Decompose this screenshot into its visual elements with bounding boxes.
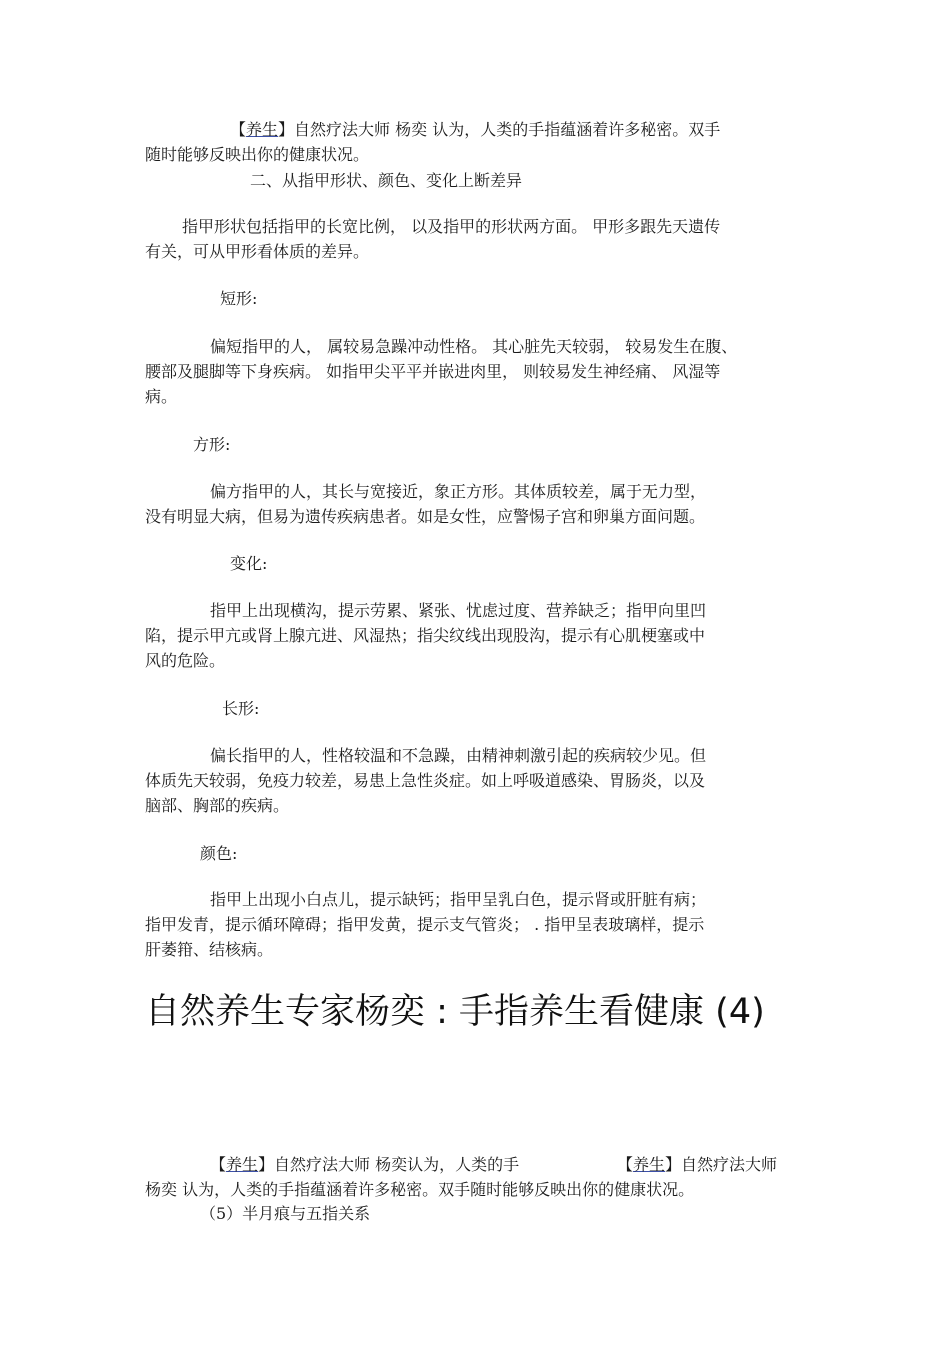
paragraph-line: 指甲上出现小白点儿，提示缺钙；指甲呈乳白色，提示肾或肝脏有病；	[210, 890, 707, 909]
intro-line-2: 随时能够反映出你的健康状况。	[145, 145, 370, 164]
article-title: 自然养生专家杨奕 : 手指养生看健康 (4)	[145, 992, 765, 1032]
paragraph-line: 指甲形状包括指甲的长宽比例， 以及指甲的形状两方面。 甲形多跟先天遗传	[182, 217, 721, 236]
paragraph-line: 陷，提示甲亢或肾上腺亢进、风湿热；指尖纹线出现股沟，提示有心肌梗塞或中	[145, 626, 706, 645]
item-heading-change: 变化:	[230, 554, 268, 573]
paragraph-line: 体质先天较弱，免疫力较差，易患上急性炎症。如上呼吸道感染、胃肠炎，以及	[145, 771, 706, 790]
paragraph-line: 指甲上出现横沟，提示劳累、紧张、忧虑过度、营养缺乏；指甲向里凹	[210, 601, 707, 620]
paragraph-line: 病。	[145, 387, 178, 406]
intro-bracket-open: 【	[230, 120, 247, 139]
summary-bracket-open: 【	[210, 1155, 227, 1174]
summary-text: 自然疗法大师	[681, 1155, 778, 1174]
paragraph-line: 肝萎箝、结核病。	[145, 940, 274, 959]
intro-bracket-close: 】	[278, 120, 295, 139]
summary-bracket-close: 】	[258, 1155, 275, 1174]
paragraph-line: 腰部及腿脚等下身疾病。 如指甲尖平平并嵌进肉里， 则较易发生神经痛、 风湿等	[145, 362, 721, 381]
paragraph-line: 指甲发青，提示循环障碍；指甲发黄，提示支气管炎； . 指甲呈表玻璃样，提示	[145, 915, 705, 934]
summary-bracket-close: 】	[665, 1155, 682, 1174]
summary-line-2: 杨奕 认为，人类的手指蕴涵着许多秘密。双手随时能够反映出你的健康状况。	[145, 1180, 695, 1199]
subsection-heading: （5）半月痕与五指关系	[200, 1204, 371, 1223]
paragraph-line: 偏短指甲的人， 属较易急躁冲动性格。 其心脏先天较弱， 较易发生在腹、	[210, 337, 738, 356]
paragraph-line: 偏长指甲的人，性格较温和不急躁，由精神刺激引起的疾病较少见。但	[210, 746, 707, 765]
paragraph-line: 脑部、胸部的疾病。	[145, 796, 290, 815]
summary-line-1	[210, 1154, 519, 1176]
paragraph-line: 没有明显大病，但易为遗传疾病患者。如是女性，应警惕子宫和卵巢方面问题。	[145, 507, 706, 526]
yangsheng-link[interactable]: 养生	[633, 1155, 666, 1174]
paragraph-line: 偏方指甲的人，其长与宽接近，象正方形。其体质较差，属于无力型，	[210, 482, 707, 501]
intro-line-1	[230, 119, 720, 141]
item-heading-short: 短形:	[220, 289, 258, 308]
item-heading-long: 长形:	[222, 699, 260, 718]
yangsheng-link[interactable]: 养生	[246, 120, 279, 139]
paragraph-line: 有关，可从甲形看体质的差异。	[145, 242, 370, 261]
intro-text: 自然疗法大师 杨奕 认为，人类的手指蕴涵着许多秘密。双手	[294, 120, 721, 139]
section-heading: 二、从指甲形状、颜色、变化上断差异	[250, 171, 523, 190]
summary-text: 自然疗法大师 杨奕认为，人类的手	[274, 1155, 520, 1174]
summary-bracket-open: 【	[617, 1155, 634, 1174]
yangsheng-link[interactable]: 养生	[226, 1155, 259, 1174]
summary-line-1b	[617, 1154, 777, 1176]
paragraph-line: 风的危险。	[145, 651, 226, 670]
item-heading-color: 颜色:	[200, 844, 238, 863]
item-heading-square: 方形:	[193, 435, 231, 454]
